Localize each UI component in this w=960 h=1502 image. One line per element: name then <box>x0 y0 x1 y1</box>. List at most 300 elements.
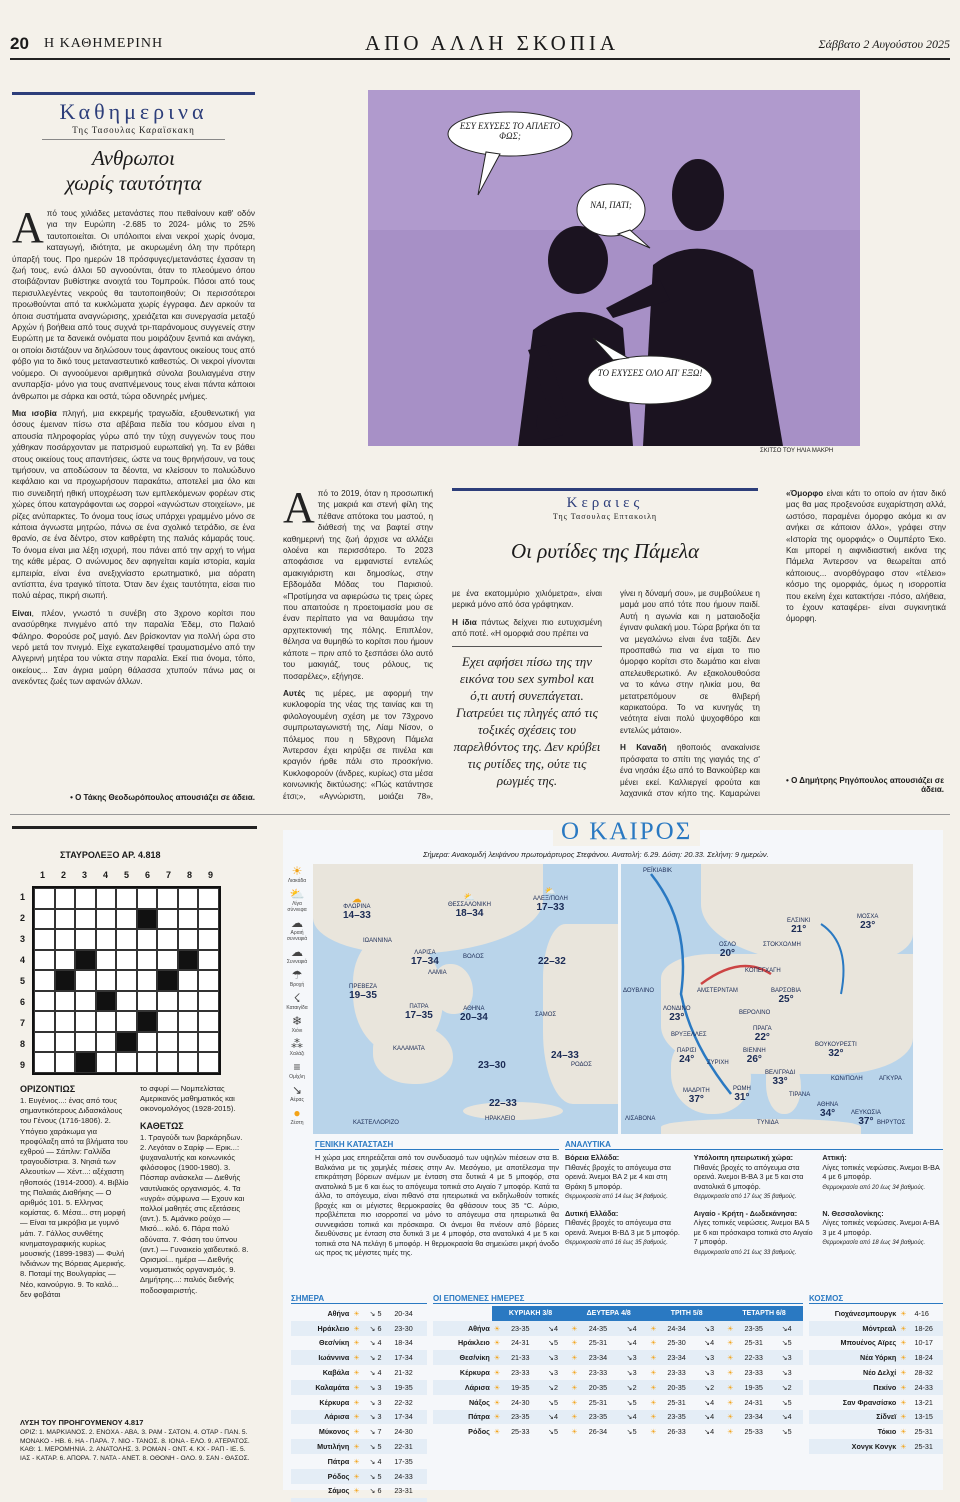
table-row <box>809 1395 943 1410</box>
temp-range: 23-35 <box>509 1410 546 1425</box>
table-row <box>433 1321 803 1336</box>
crossword-cell <box>55 970 76 991</box>
crossword-cell[interactable] <box>96 1011 117 1032</box>
wind-value: ↘2 <box>546 1380 569 1395</box>
city-name: Πεκίνο <box>809 1380 898 1395</box>
region-w-greece: Δυτική Ελλάδα: Πιθανές βροχές το απόγευμα στα ορεινά. Άνεμοι Β-ΒΔ 3 με 5 μποφόρ. Θερμοκρασία από 16 έως 35 βαθμούς. <box>565 1208 680 1246</box>
table-row <box>809 1350 943 1365</box>
cartoon <box>368 90 860 446</box>
temp-range: 23-35 <box>665 1410 702 1425</box>
temp-range: 21-33 <box>509 1350 546 1365</box>
crossword-cell[interactable] <box>157 1011 178 1032</box>
crossword-cell[interactable] <box>96 888 117 909</box>
kerais-column-left: Από το 2019, όταν η προσωπική της μακριά και στενή φίλη της πέθανε απότοκα του μαστού, η διάθεσή της να βαφτεί στην καθημερινή της ζωή άρχισε να αλλάζει ολοένα και περισσότερο. Το 2023 αποφάσισε να εμφανιστεί εντελώς αμακιγιάριστη και δημοσίως, στην Εβδομάδα Μόδας του Παρισιού. «Προτίμησα να αφιερώσω τις τρεις ώρες που απαιτούσε η προετοιμασία μου σε έναν περίπατο για να θαυμάσω την αρχιτεκτονική της πόλης. Επιπλέον, θέλησα να θυμηθώ το κορίτσι που ήμουν κάποτε – πριν από το ξεσπάσει όλο αυτό του μακιγιάζ, τους ρόλους, τις ποσαρέλες», εξήγησε. Αυτές τις μέρες, με αφορμή την κυκλοφορία της νέας της ταινίας και τη φιλολογουμένη σχέση με τον 73χρονο συμπρωταγωνιστή της, Λίαμ Νίσον, ο πόλεμος που η 58χρονη Πάμελα Άντερσον έχει κηρύξει σε πινέλα και κραγιόν ήρθε πάλι στο προσκήνιο. Κυκλοφορούν (άνδρες, κυρίως) στα μέσα κοινωνικής δικτύωσης: «Πώς κατάντησε έτσι;», «Αγνώριστη, μοιάζει 78», <box>283 488 433 800</box>
sun-icon: ☀ <box>725 1321 742 1336</box>
sun-icon: ☀ <box>900 1397 907 1407</box>
temp-range: 20-35 <box>665 1380 702 1395</box>
wind-value: ↘ 4 <box>369 1456 382 1466</box>
column-kathimerina <box>12 92 255 804</box>
crossword-cell[interactable] <box>34 1052 55 1073</box>
sun-icon: ☀ <box>898 1321 912 1336</box>
crossword-cell[interactable] <box>34 929 55 950</box>
crossword-cell[interactable] <box>116 991 137 1012</box>
column-kicker: Καθημερινα <box>59 99 208 124</box>
wind-value: ↘3 <box>781 1368 792 1378</box>
crossword-cell[interactable] <box>34 1032 55 1053</box>
sun-icon: ☀ <box>650 1368 657 1378</box>
table-row <box>809 1439 943 1454</box>
bubble-3-text: ΤΟ ΕΧΥΣΕΣ ΟΛΟ ΑΠ' ΕΞΩ! <box>597 368 703 378</box>
crossword-cell[interactable] <box>116 1052 137 1073</box>
crossword-cell[interactable] <box>116 929 137 950</box>
city-name: Καλαμάτα <box>291 1380 351 1395</box>
temp-range <box>392 1498 427 1502</box>
wind-value: ↘5 <box>781 1397 792 1407</box>
temp-range: 24-30 <box>511 1397 530 1407</box>
temp-range: 24-33 <box>392 1469 427 1484</box>
crossword-cell[interactable] <box>178 909 199 930</box>
crossword-cell[interactable] <box>137 929 158 950</box>
crossword-col-numbers: 1 2 3 4 5 6 7 8 9 <box>39 870 213 880</box>
keraies-byline: Της Τασουλας Επτακοιλη <box>552 512 658 521</box>
section-title: ΑΠΟ ΑΛΛΗ ΣΚΟΠΙΑ <box>365 31 620 55</box>
region-attica: Αττική: Λίγες τοπικές νεφώσεις. Άνεμοι Β-ΒΑ 4 με 6 μποφόρ. Θερμοκρασία από 20 έως 34 βαθμούς. <box>822 1153 940 1191</box>
city-name: Θεσ/νίκη <box>319 1338 350 1348</box>
sun-icon: ☀ <box>571 1427 578 1437</box>
temp-range: 13-15 <box>912 1410 943 1425</box>
crossword-cell[interactable] <box>96 1052 117 1073</box>
sun-icon: ☀ <box>569 1350 587 1365</box>
crossword-cell[interactable] <box>55 888 76 909</box>
city-name: Σαν Φρανσίσκο <box>842 1397 897 1407</box>
partly-cloudy-icon: ⛅ <box>289 887 305 901</box>
wind-value: ↘ 3 <box>368 1380 393 1395</box>
crossword-cell[interactable] <box>96 1032 117 1053</box>
crossword-cell[interactable] <box>157 909 178 930</box>
temp-range: 18-26 <box>912 1321 943 1336</box>
sun-icon: ☀ <box>493 1427 501 1437</box>
temp-range: 26-33 <box>667 1427 686 1437</box>
city-name: Μυτιλήνη <box>291 1439 351 1454</box>
heat-icon: ● <box>293 1106 301 1120</box>
temp-range: 25-33 <box>744 1427 763 1437</box>
sun-icon: ☀ <box>725 1410 742 1425</box>
sun-icon: ☀ <box>353 1338 360 1348</box>
wind-value: ↘3 <box>546 1350 569 1365</box>
temp-range: 23-34 <box>742 1410 779 1425</box>
crossword-cell[interactable] <box>137 1032 158 1053</box>
wind-value: ↘2 <box>625 1380 649 1395</box>
sun-icon: ☀ <box>898 1380 912 1395</box>
crossword-cell[interactable] <box>75 888 96 909</box>
temp-range: 25-31 <box>588 1338 608 1348</box>
crossword-cell[interactable] <box>116 909 137 930</box>
crossword-cell[interactable] <box>75 909 96 930</box>
wind-value: ↘3 <box>702 1350 725 1365</box>
wind-value: ↘4 <box>704 1338 715 1348</box>
sun-icon: ☀ <box>900 1427 907 1437</box>
wind-value: ↘3 <box>548 1368 559 1378</box>
temp-range: 23-30 <box>392 1321 427 1336</box>
wind-value: ↘4 <box>702 1410 725 1425</box>
crossword-title: ΣΤΑΥΡΟΛΕΞΟ ΑΡ. 4.818 <box>60 850 161 860</box>
wind-value: ↘ 5 <box>368 1469 393 1484</box>
sun-icon: ☀ <box>569 1380 587 1395</box>
sun-icon: ☀ <box>725 1350 742 1365</box>
crossword-cell[interactable] <box>96 950 117 971</box>
sun-icon: ☀ <box>353 1427 360 1437</box>
table-row <box>291 1410 427 1425</box>
sun-icon: ☀ <box>727 1397 734 1407</box>
crossword-cell[interactable] <box>178 991 199 1012</box>
city-name: Θεσ/νίκη <box>433 1350 492 1365</box>
temp-range: 25-31 <box>914 1427 933 1437</box>
region-mainland: Υπόλοιπη ηπειρωτική χώρα: Πιθανές βροχές το απόγευμα στα ορεινά. Άνεμοι Β-ΒΑ 3 με 5 και στα ανατολικά 6 μποφόρ. Θερμοκρασία από 17 έως 35 βαθμούς. <box>693 1153 804 1200</box>
crossword-grid[interactable] <box>32 886 221 1075</box>
wind-value: ↘4 <box>626 1338 637 1348</box>
temp-range: 19-35 <box>509 1380 546 1395</box>
sun-icon: ☀ <box>493 1397 501 1407</box>
sun-icon: ☀ <box>727 1427 734 1437</box>
city-name: Καβάλα <box>322 1368 350 1378</box>
temp-range: 17-34 <box>392 1350 427 1365</box>
temp-range: 25-31 <box>667 1397 686 1407</box>
sun-icon: ☀ <box>650 1397 657 1407</box>
crossword-cell[interactable] <box>137 888 158 909</box>
wind-value: ↘ 5 <box>368 1439 393 1454</box>
wind-value: ↘ 4 <box>369 1368 382 1378</box>
wind-icon: ↘ <box>291 1083 303 1097</box>
crossword-cell[interactable] <box>55 991 76 1012</box>
table-row <box>291 1439 427 1454</box>
table-row <box>809 1365 943 1380</box>
temp-range: 25-31 <box>588 1397 608 1407</box>
city-name: Νέο Δελχί <box>863 1368 897 1378</box>
crossword-cell <box>137 1011 158 1032</box>
crossword-cell[interactable] <box>116 1011 137 1032</box>
temp-range: 25-30 <box>667 1338 686 1348</box>
crossword-cell <box>75 950 96 971</box>
table-row <box>433 1424 803 1439</box>
cartoon-drawing <box>368 90 860 446</box>
absence-note: • Ο Τάκης Θεοδωρόπουλος απουσιάζει σε άδεια. <box>70 793 255 802</box>
sun-icon: ☀ <box>492 1321 509 1336</box>
crossword-cell[interactable] <box>75 929 96 950</box>
sun-icon: ☀ <box>351 1439 367 1454</box>
wind-value: ↘ 7 <box>369 1427 382 1437</box>
crossword-cell[interactable] <box>178 1052 199 1073</box>
keraies-right: γίνει η δύναμή σου», με συμβούλευε η μαμά μου από τότε που ήμουν παιδί. Αυτή η αγωνία και η ματαιοδοξία έγιναν φυλακή μου. Τώρα βρήκα ότι τα να μεγαλώνω είναι ένα ταξίδι. Δεν προσπαθώ πια να είμαι το πιο όμορφο κορίτσι στο δωμάτιο και είναι απελευθερωτικό. Αν εξακολουθούσα να το κάνω στην ηλικία μου, θα μετατρεπόμουν σε θλιβερή καρικατούρα. Το να κυνηγάς τη νεότητα είναι πολύ ψυχοφθόρο και εντελώς μάταιο». Η Καναδή ηθοποιός ανακαίνισε πρόσφατα το σπίτι της γιαγιάς της σ' ένα νησάκι έξω από το Βανκούβερ και μένει εκεί. Καλλιεργεί φρούτα και λαχανικά στον κήπο της. Καμαρώνει <box>620 589 760 798</box>
world-forecast: ΚΟΣΜΟΣ Γιοχάνεσμπουργκ ☀ 4-16 Μόντρεαλ ☀ 18-26 Μπουένος Αϊρες ☀ 10-17 Νέα Υόρκη ☀ 18-24 Νέο Δελχί ☀ 28-32 Πεκίνο ☀ 24-33 Σαν Φρανσίσκο ☀ 13-21 Σίδνεϊ ☀ 13-15 Τόκιο ☀ 25-31 Χονγκ Κονγκ ☀ 25-31 <box>809 1294 943 1454</box>
page-header <box>10 30 950 60</box>
temp-range: 22-32 <box>394 1397 413 1407</box>
crossword-cell[interactable] <box>178 970 199 991</box>
today-table <box>291 1306 427 1502</box>
sun-icon: ☀ <box>569 1321 587 1336</box>
wind-value: ↘2 <box>780 1380 803 1395</box>
crossword-cell[interactable] <box>34 888 55 909</box>
temp-range: 25-31 <box>912 1439 943 1454</box>
crossword-cell[interactable] <box>116 888 137 909</box>
crossword-cell[interactable] <box>96 909 117 930</box>
sun-icon: ☀ <box>725 1380 742 1395</box>
temp-range: 23-33 <box>511 1368 530 1378</box>
crossword-cell[interactable] <box>157 991 178 1012</box>
temp-range: 25-31 <box>744 1338 763 1348</box>
crossword-cell[interactable] <box>55 1032 76 1053</box>
city-name: Ηράκλειο <box>457 1338 490 1348</box>
crossword-cell[interactable] <box>75 970 96 991</box>
temp-range: 13-21 <box>914 1397 933 1407</box>
weather-legend: ☀ Λιακάδα ⛅ Λίγα σύννεφα ☁ Αραιή συννεφιά ☁ Συννεφιά ☂ Βροχή ☇ Καταιγίδα ❄ Χιόνι ⁂ Χαλάζι ≡ Ομίχλη ↘ Αέρας ● Ζέστη <box>286 864 308 1126</box>
wind-value: ↘ 3 <box>369 1397 382 1407</box>
temp-range: 17-35 <box>394 1456 413 1466</box>
crossword-cell[interactable] <box>116 970 137 991</box>
sun-icon: ☀ <box>571 1397 578 1407</box>
crossword-cell <box>75 1052 96 1073</box>
table-row <box>291 1424 427 1439</box>
sun-icon: ☀ <box>648 1321 665 1336</box>
table-row <box>433 1365 803 1380</box>
day-header: ΔΕΥΤΕΡΑ 4/8 <box>569 1306 648 1321</box>
wind-value <box>368 1498 393 1502</box>
wind-value: ↘4 <box>546 1410 569 1425</box>
wind-value: ↘4 <box>625 1410 649 1425</box>
city-name: Σάμος <box>328 1486 350 1496</box>
crossword-cell[interactable] <box>157 1052 178 1073</box>
crossword-cell[interactable] <box>137 991 158 1012</box>
crossword-cell[interactable] <box>178 1032 199 1053</box>
crossword-cell[interactable] <box>198 1011 219 1032</box>
cartoon-caption: ΣΚΙΤΣΟ ΤΟΥ ΗΛΙΑ ΜΑΚΡΗ <box>760 448 834 454</box>
storm-icon: ☇ <box>293 991 301 1005</box>
wind-value: ↘ 4 <box>369 1338 382 1348</box>
europe-map: ΡΕΪΚΙΑΒΙΚ ΕΛΣΙΝΚΙ 21° ΣΤΟΚΧΟΛΜΗ ΜΟΣΧΑ 23° ΟΣΛΟ 20° ΚΟΠΕΓΧΑΓΗ ΔΟΥΒΛΙΝΟ ΑΜΣΤΕΡΝΤΑΜ ΒΑΡΣΟΒΙΑ 25° ΛΟΝΔΙΝΟ 23° ΒΕΡΟΛΙΝΟ ΒΡΥΞΕΛΛΕΣ ΠΡΑΓΑ 22° ΠΑΡΙΣΙ 24° ΖΥΡΙΧΗ ΒΙΕΝΝΗ 26° ΒΟΥΚΟΥΡΕΣΤΙ 32° ΒΕΛΙΓΡΑΔΙ 33° ΤΙΡΑΝΑ ΚΩΝ/ΠΟΛΗ ΑΓΚΥΡΑ ΜΑΔΡΙΤΗ 37° ΡΩΜΗ 31° ΛΙΣΑΒΟΝΑ ΑΘΗΝΑ 34° ΛΕΥΚΩΣΙΑ 37° ΤΥΝΙΔΑ ΒΗΡΥΤΟΣ <box>621 864 913 1134</box>
crossword-cell[interactable] <box>34 991 55 1012</box>
crossword-cell[interactable] <box>55 909 76 930</box>
crossword-across: ΟΡΙΖΟΝΤΙΩΣ 1. Ευγένιος...: ένας από τους σημαντικότερους Διδασκάλους του Γένους (1716-1806). 2. Υπόγειο χαράκωμα για προφύλαξη από τα βλήματα του εχθρού — Σάπλιν: Γαλλίδα τραγουδίστρια. 3. Νησιά των Αλεουτίων — Χέντ...: αξέχαστη ηθοποιός (1914-2000). 4. Βιβλίο της Παλαιάς Διαθήκης — Ο αριθμός 101. 5. Ελληνας κομίστας. 6. Μέσα... στη μορφή — Είναι τα μικρόβια με γυμνό μάτι. 7. Γάλλος συνθέτης κινηματογραφικής κυρίως μουσικής (1899-1983) — Φυλή Ινδιάνων της Βόρειας Αμερικής. 8. Ποταμί της Βουλγαρίας — Νέο, καινούργιο. 9. Το καλό... δεν φοβάται <box>20 1084 129 1299</box>
crossword-cell[interactable] <box>75 991 96 1012</box>
wind-value: ↘ 2 <box>368 1350 393 1365</box>
wind-value: ↘5 <box>781 1338 792 1348</box>
wind-value: ↘4 <box>780 1321 803 1336</box>
wind-value: ↘2 <box>702 1380 725 1395</box>
table-row <box>809 1424 943 1439</box>
crossword-cell[interactable] <box>116 950 137 971</box>
crossword-cell[interactable] <box>34 1011 55 1032</box>
crossword-cell[interactable] <box>198 888 219 909</box>
wind-value: ↘4 <box>546 1321 569 1336</box>
crossword-cell[interactable] <box>55 1052 76 1073</box>
sun-icon: ☀ <box>900 1368 907 1378</box>
snow-icon: ❄ <box>291 1014 303 1028</box>
city-name: Λάρισα <box>291 1410 351 1425</box>
sun-icon: ☀ <box>353 1308 360 1318</box>
crossword-cell[interactable] <box>198 970 219 991</box>
crossword-cell[interactable] <box>75 1011 96 1032</box>
table-row <box>809 1306 943 1321</box>
sun-icon: ☀ <box>648 1380 665 1395</box>
dropcap: Α <box>12 203 44 252</box>
cloud-icon: ☁ <box>291 945 303 959</box>
temp-range: 23-34 <box>587 1350 625 1365</box>
day-header: ΤΡΙΤΗ 5/8 <box>648 1306 725 1321</box>
city-name <box>291 1498 351 1502</box>
keraies-title: Οι ρυτίδες της Πάμελα <box>511 539 699 563</box>
keraies-mid: με ένα εκατομμύριο χιλιόμετρα», είναι μερικά μόνο από όσα γράφτηκαν. Η ίδια πάντως δείχνει πιο ευτυχισμένη από ποτέ. «Η ομορφιά σου πρέπει να Εχει αφήσει πίσω της την εικόνα του sex symbol και ό,τι αυτή συνεπάγεται. Γιατρεύει τις πληγές από τις τοξικές σχέσεις του παρελθόντος της. Δεν κρύβει τις ρυτίδες της, ούτε τις ρωγμές της. <box>452 589 602 788</box>
next-days-table <box>433 1306 803 1439</box>
sun-icon: ☀ <box>492 1350 509 1365</box>
city-name: Μόντρεαλ <box>809 1321 898 1336</box>
temp-range: 18-24 <box>912 1350 943 1365</box>
crossword-cell[interactable] <box>55 1011 76 1032</box>
table-row <box>433 1380 803 1395</box>
sun-icon: ☀ <box>353 1397 360 1407</box>
city-name: Γιοχάνεσμπουργκ <box>834 1308 897 1318</box>
temp-range: 23-35 <box>509 1321 546 1336</box>
table-row <box>433 1350 803 1365</box>
issue-date: Σάββατο 2 Αυγούστου 2025 <box>818 37 950 51</box>
crossword-cell[interactable] <box>178 929 199 950</box>
column-keraies <box>452 488 758 564</box>
temp-range: 22-33 <box>742 1350 779 1365</box>
crossword-cell[interactable] <box>34 909 55 930</box>
wind-value: ↘3 <box>626 1368 637 1378</box>
keraies-far-right: «Όμορφο είναι κάτι το οποίο αν ήταν δικό μας θα μας προξενούσε ευχαρίστηση αλλά, ωστόσο, παραμένει όμορφο ακόμα κι αν ανήκει σε κάποιον άλλο», γράφει στην «Ιστορία της ομορφιάς» ο Ουμπέρτο Έκο. Και μπορεί η αιφνιδιαστική εικόνα της Πάμελα Άντερσον να θεωρείται από κάποιους... ανορθόγραφο στον «τέλειο» κόσμο της ομορφιάς, όμως η ισορροπία που εκείνη έχει κατακτήσει -πόσο, αλήθεια, το έχουν καταφέρει- είναι συγκινητικά όμορφη. <box>786 489 946 624</box>
crossword-cell[interactable] <box>55 950 76 971</box>
dropcap-2: Α <box>283 488 315 532</box>
sun-icon: ☀ <box>569 1410 587 1425</box>
temp-range: 19-35 <box>742 1380 779 1395</box>
crossword-cell <box>96 991 117 1012</box>
greece-map: ☁ ΦΛΩΡΙΝΑ 14–33 ⛅ ΘΕΣΣΑΛΟΝΙΚΗ 18–34 ⛅ ΑΛΕΞ/ΠΟΛΗ 17–33 ΙΩΑΝΝΙΝΑ ΛΑΡΙΣΑ 17–34 ΒΟΛΟΣ ΛΑΜΙΑ ΠΡΕΒΕΖΑ 19–35 ΠΑΤΡΑ 17–35 ΑΘΗΝΑ 20–34 ΣΑΜΟΣ ΚΑΛΑΜΑΤΑ ΡΟΔΟΣ ΗΡΑΚΛΕΙΟ ΚΑΣΤΕΛΛΟΡΙΖΟ 22–32 23–30 24–33 22–33 <box>313 864 618 1134</box>
sun-icon: ☀ <box>351 1469 367 1484</box>
crossword-cell[interactable] <box>157 1032 178 1053</box>
sun-icon: ☀ <box>900 1308 907 1318</box>
temp-range: 23-33 <box>667 1368 686 1378</box>
keraies-kicker: Κεραιες <box>566 495 644 511</box>
wind-value: ↘4 <box>780 1410 803 1425</box>
wind-value: ↘5 <box>548 1427 559 1437</box>
crossword-cell[interactable] <box>198 929 219 950</box>
table-row <box>291 1380 427 1395</box>
sun-icon: ☀ <box>351 1321 367 1336</box>
sun-icon: ☀ <box>898 1439 912 1454</box>
temp-range: 4-16 <box>914 1308 929 1318</box>
rain-icon: ☂ <box>291 968 303 982</box>
city-name: Ρόδος <box>291 1469 351 1484</box>
crossword-row-numbers: 1 2 3 4 5 6 7 8 9 <box>20 891 26 1070</box>
city-name: Ιωάννινα <box>291 1350 351 1365</box>
city-name: Αθήνα <box>327 1308 350 1318</box>
city-name: Κέρκυρα <box>459 1368 490 1378</box>
city-name: Πάτρα <box>433 1410 492 1425</box>
city-name: Μπουένος Αϊρες <box>840 1338 897 1348</box>
bubble-1-text: ΕΣΥ ΕΧΥΣΕΣ ΤΟ ΑΠΛΕΤΟ ΦΩΣ; <box>459 121 561 141</box>
weather-section <box>283 818 943 1496</box>
temp-range: 18-34 <box>394 1338 413 1348</box>
crossword-solution: ΛΥΣΗ ΤΟΥ ΠΡΟΗΓΟΥΜΕΝΟΥ 4.817 ΟΡΙΖ: 1. ΜΑΡΚΙΑΝΟΣ. 2. ΕΝΟΧΑ - ΑΒΑ. 3. ΡΑΜ - ΣΑΤΟΝ. 4. ΟΤΑΡ - ΠΑΝ. 5. ΜΟΝΑΚΟ - ΗΒ. 6. ΗΑ - ΠΑΡΑ. 7. ΝΙΟ - ΤΑΝΟΣ. 8. ΙΟΝΑ - ΕΛΟ. 9. ΑΤΕΡΑΤΟΣ. ΚΑΘ: 1. ΜΕΡΟΜΗΝΙΑ. 2. ΑΝΑΤΟΛΗΣ. 3. ΡΟΜΑΝ - ΟΝΤ. 4. ΚΧ - ΡΑΠ - ΙΕ. 5. ΙΑΣ - ΚΑΤΑΡ. 6. ΑΠΟΡΑ. 7. ΝΑΤΑ - ΑΝΕΤ. 8. ΟΘΟΝΗ - ΟΛΟ. 9. ΣΑΝ - ΘΑΣΟΣ. <box>20 1418 250 1462</box>
crossword-cell[interactable] <box>198 950 219 971</box>
sun-icon: ☀ <box>900 1338 907 1348</box>
temp-range: 20-34 <box>394 1308 413 1318</box>
table-row <box>433 1336 803 1351</box>
crossword-cell <box>157 970 178 991</box>
wind-value: ↘5 <box>781 1427 792 1437</box>
temp-range: 22-31 <box>392 1439 427 1454</box>
table-row <box>433 1410 803 1425</box>
crossword-cell <box>116 1032 137 1053</box>
crossword-cell[interactable] <box>198 909 219 930</box>
crossword-cell[interactable] <box>178 1011 199 1032</box>
crossword-cell[interactable] <box>55 929 76 950</box>
temp-range: 23-33 <box>588 1368 608 1378</box>
crossword-cell[interactable] <box>137 1052 158 1073</box>
crossword-cell[interactable] <box>75 1032 96 1053</box>
city-name: Ηράκλειο <box>291 1321 351 1336</box>
crossword-cell[interactable] <box>198 991 219 1012</box>
crossword-cell[interactable] <box>157 950 178 971</box>
crossword-cell[interactable] <box>137 950 158 971</box>
temp-range: 19-35 <box>392 1380 427 1395</box>
temp-range: 24-31 <box>744 1397 763 1407</box>
crossword-cell[interactable] <box>96 929 117 950</box>
temp-range: 24-34 <box>665 1321 702 1336</box>
wind-value: ↘4 <box>704 1397 715 1407</box>
wind-value: ↘5 <box>548 1338 559 1348</box>
temp-range: 23-35 <box>587 1410 625 1425</box>
city-name: Νέα Υόρκη <box>809 1350 898 1365</box>
sun-icon: ☀ <box>351 1410 367 1425</box>
sun-icon: ☀ <box>492 1410 509 1425</box>
temp-range: 23-33 <box>744 1368 763 1378</box>
table-header-row <box>433 1306 803 1321</box>
city-name: Αθήνα <box>433 1321 492 1336</box>
general-status: ΓΕΝΙΚΗ ΚΑΤΑΣΤΑΣΗ Η χώρα μας επηρεάζεται από τον συνδυασμό των υψηλών πιέσεων στα Β. Βαλκάνια με τις χαμηλές πιέσεις στην Αν. Μεσόγειο, με αποτέλεσμα την επικράτηση βόρειων ανέμων με ένταση στα δυτικά 4 με 5 μποφόρ, στα ανατολικά 5 με 6 και έως το απόγευμα τοπικά στο Αιγαίο 7 μποφόρ. Κατά τα άλλα, το απόγευμα, είναι πιθανό στα ηπειρωτικά να εκδηλωθούν τοπικές βροχές και οι μέγιστες θερμοκρασίες θα φθάσουν τους 35 °C. Αύριο, προβλέπεται πιο ισορροπεί να μόνο το απόγευμα στα ηπειρωτικά θα συννεφιάσει τοπικά και πρόσκαιρα. Οι άνεμοι θα πνέουν από βόρειες διευθύνσεις με ένταση στα δυτικά 3 με 4 μποφόρ, στα ανατολικά 4 με 5 και τοπικά στα ΝΑ πελάγη 6 μποφόρ. Η θερμοκρασία θα σημειώσει μικρή άνοδο ως προς τις μέγιστες τιμές της. <box>315 1140 559 1257</box>
city-name: Χονγκ Κονγκ <box>809 1439 898 1454</box>
temp-range: 21-32 <box>394 1368 413 1378</box>
crossword-cell[interactable] <box>157 929 178 950</box>
table-cell <box>433 1306 492 1321</box>
crossword-cell[interactable] <box>178 888 199 909</box>
page-number: 20 <box>10 34 29 53</box>
table-row <box>433 1395 803 1410</box>
sun-icon <box>351 1498 367 1502</box>
table-row <box>291 1350 427 1365</box>
crossword-cell[interactable] <box>198 1032 219 1053</box>
sun-icon: ☀ <box>492 1380 509 1395</box>
table-row <box>809 1410 943 1425</box>
crossword-cell[interactable] <box>137 970 158 991</box>
crossword-cell[interactable] <box>198 1052 219 1073</box>
city-name: Κέρκυρα <box>319 1397 350 1407</box>
crossword-cell[interactable] <box>157 888 178 909</box>
column-byline: Της Τασουλας Καραϊσκακη <box>72 125 195 135</box>
wind-value: ↘5 <box>626 1427 637 1437</box>
sun-icon: ☀ <box>353 1456 360 1466</box>
temp-range: 20-35 <box>587 1380 625 1395</box>
crossword-cell[interactable] <box>34 970 55 991</box>
absence-note-2: • Ο Δημήτρης Ρηγόπουλος απουσιάζει σε άδεια. <box>786 776 944 794</box>
table-row <box>291 1469 427 1484</box>
crossword-cell[interactable] <box>34 950 55 971</box>
front-lines <box>621 864 913 1134</box>
pull-quote: Εχει αφήσει πίσω της την εικόνα του sex symbol και ό,τι αυτή συνεπάγεται. Γιατρεύει τις πληγές από τις τοξικές σχέσεις του παρελθόντος της. Δεν κρύβει τις ρυτίδες της, ούτε τις ρωγμές της. <box>452 646 602 789</box>
crossword-cell[interactable] <box>96 970 117 991</box>
city-name: Νάξος <box>468 1397 490 1407</box>
table-row <box>291 1321 427 1336</box>
cloud-icon: ☁ <box>291 916 303 930</box>
